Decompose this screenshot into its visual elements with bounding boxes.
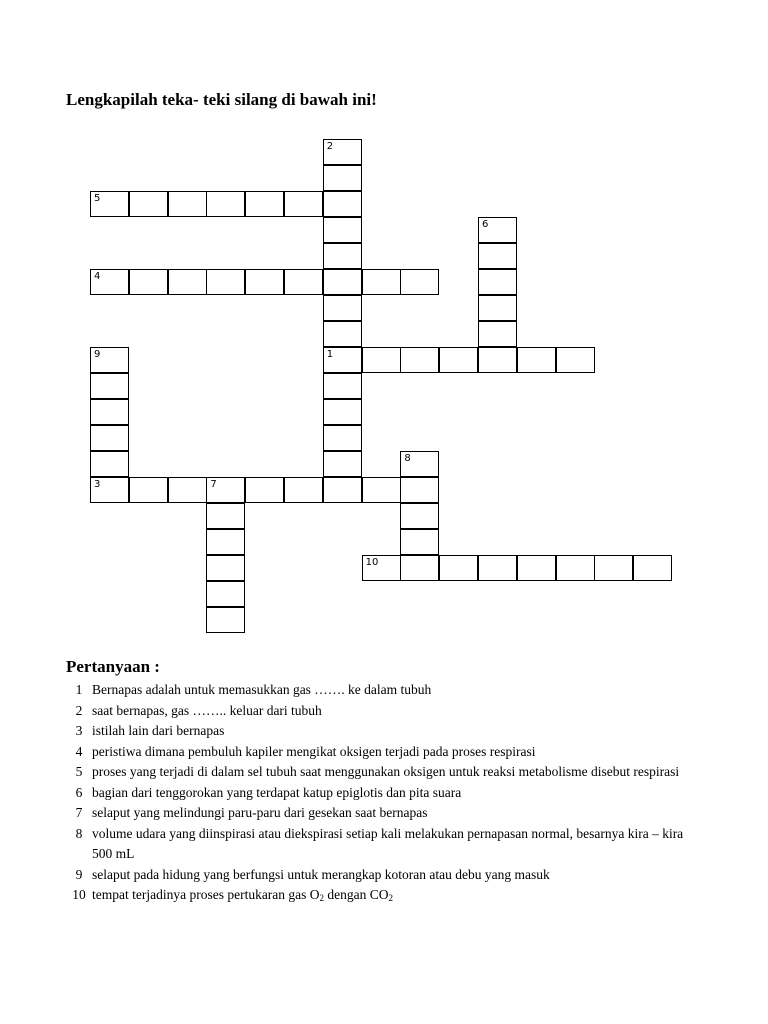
crossword-cell[interactable] xyxy=(323,347,362,373)
clue-text-part: dengan CO xyxy=(324,887,389,902)
crossword-cell[interactable] xyxy=(400,347,439,373)
crossword-cell[interactable] xyxy=(556,555,595,581)
clue-item xyxy=(66,701,706,722)
clue-text-part: tempat terjadinya proses pertukaran gas O xyxy=(92,887,320,902)
crossword-cell[interactable] xyxy=(90,191,129,217)
crossword-cell[interactable] xyxy=(323,373,362,399)
crossword-cell[interactable] xyxy=(206,581,245,607)
crossword-cell[interactable] xyxy=(478,243,517,269)
page-title: Lengkapilah teka- teki silang di bawah ini! xyxy=(66,90,377,109)
clue-number: 2 xyxy=(75,702,83,718)
crossword-cell[interactable] xyxy=(323,321,362,347)
crossword-cell[interactable] xyxy=(90,269,129,295)
crossword-cell[interactable] xyxy=(206,555,245,581)
crossword-cell[interactable] xyxy=(284,477,323,503)
crossword-cell[interactable] xyxy=(362,347,401,373)
crossword-cell[interactable] xyxy=(400,503,439,529)
clue-text xyxy=(92,885,706,909)
clue-number: 8 xyxy=(75,825,83,841)
clue-number: 7 xyxy=(75,805,83,820)
crossword-cell[interactable] xyxy=(323,477,362,503)
crossword-cell[interactable] xyxy=(478,555,517,581)
crossword-cell[interactable] xyxy=(362,269,401,295)
cell-number: 7 xyxy=(210,479,217,490)
crossword-cell[interactable] xyxy=(323,425,362,451)
crossword-cell[interactable] xyxy=(439,347,478,373)
crossword-cell[interactable] xyxy=(362,477,401,503)
crossword-cell[interactable] xyxy=(90,425,129,451)
crossword-cell[interactable] xyxy=(323,217,362,243)
crossword-cell[interactable] xyxy=(323,451,362,477)
clue-text: selaput pada hidung yang berfungsi untuk merangkap kotoran atau debu yang masuk xyxy=(92,866,550,882)
crossword-cell[interactable] xyxy=(245,477,284,503)
crossword-cell[interactable] xyxy=(206,529,245,555)
crossword-cell[interactable] xyxy=(323,191,362,217)
crossword-cell[interactable] xyxy=(90,477,129,503)
clue-text: peristiwa dimana pembuluh kapiler mengikat oksigen terjadi pada proses respirasi xyxy=(92,743,536,759)
crossword-cell[interactable] xyxy=(323,269,362,295)
cell-number: 8 xyxy=(404,453,411,464)
clue-text: bagian dari tenggorokan yang terdapat katup epiglotis dan pita suara xyxy=(92,784,462,800)
cell-number: 1 xyxy=(326,349,334,360)
clue-number: 1 xyxy=(75,682,83,697)
crossword-cell[interactable] xyxy=(90,347,129,373)
crossword-cell[interactable] xyxy=(556,347,595,373)
cell-number: 6 xyxy=(482,219,489,230)
crossword-cell[interactable] xyxy=(168,477,207,503)
clue-number: 4 xyxy=(75,743,83,759)
crossword-cell[interactable] xyxy=(594,555,633,581)
clue-text: selaput yang melindungi paru-paru dari gesekan saat bernapas xyxy=(92,805,428,820)
crossword-cell[interactable] xyxy=(206,191,245,217)
crossword-cell[interactable] xyxy=(439,555,478,581)
crossword-cell[interactable] xyxy=(400,451,439,477)
crossword-cell[interactable] xyxy=(323,139,362,165)
crossword-cell[interactable] xyxy=(400,555,439,581)
crossword-cell[interactable] xyxy=(400,529,439,555)
clue-item xyxy=(66,865,706,886)
crossword-cell[interactable] xyxy=(517,555,556,581)
crossword-cell[interactable] xyxy=(284,191,323,217)
cell-number: 4 xyxy=(94,271,101,282)
crossword-cell[interactable] xyxy=(206,477,245,503)
cell-number: 10 xyxy=(365,557,379,568)
crossword-cell[interactable] xyxy=(478,321,517,347)
crossword-cell[interactable] xyxy=(129,477,168,503)
crossword-cell[interactable] xyxy=(478,269,517,295)
crossword-cell[interactable] xyxy=(129,269,168,295)
crossword-cell[interactable] xyxy=(168,191,207,217)
clue-text: istilah lain dari bernapas xyxy=(92,723,225,738)
clue-item xyxy=(66,803,706,824)
clue-item xyxy=(66,680,706,701)
clue-number: 9 xyxy=(75,866,83,882)
cell-number: 3 xyxy=(94,479,101,490)
crossword-cell[interactable] xyxy=(400,477,439,503)
cell-number: 5 xyxy=(94,193,101,204)
clue-item xyxy=(66,721,706,742)
clue-item xyxy=(66,762,706,783)
crossword-cell[interactable] xyxy=(90,399,129,425)
crossword-cell[interactable] xyxy=(90,451,129,477)
questions-heading: Pertanyaan : xyxy=(66,657,160,676)
crossword-cell[interactable] xyxy=(284,269,323,295)
clue-item xyxy=(66,742,706,763)
clue-number: 3 xyxy=(75,723,83,738)
clue-text: proses yang terjadi di dalam sel tubuh saat menggunakan oksigen untuk reaksi metabolisme disebut respirasi xyxy=(92,764,680,779)
crossword-cell[interactable] xyxy=(206,503,245,529)
crossword-cell[interactable] xyxy=(362,555,401,581)
crossword-cell[interactable] xyxy=(400,269,439,295)
crossword-cell[interactable] xyxy=(90,373,129,399)
clue-list xyxy=(66,680,706,909)
subscript: 2 xyxy=(319,893,325,903)
clue-number: 10 xyxy=(72,887,86,902)
crossword-cell[interactable] xyxy=(245,269,284,295)
clue-item xyxy=(66,824,706,865)
crossword-cell[interactable] xyxy=(517,347,556,373)
crossword-cell[interactable] xyxy=(323,295,362,321)
crossword-cell[interactable] xyxy=(633,555,672,581)
crossword-cell[interactable] xyxy=(168,269,207,295)
clue-text: volume udara yang diinspirasi atau diekspirasi setiap kali melakukan pernapasan normal, besarnya kira – kira 500 mL xyxy=(92,825,684,861)
crossword-cell[interactable] xyxy=(323,165,362,191)
clue-item xyxy=(66,783,706,804)
crossword-cell[interactable] xyxy=(478,347,517,373)
crossword-cell[interactable] xyxy=(206,269,245,295)
cell-number: 2 xyxy=(326,141,334,152)
clue-number: 6 xyxy=(75,784,83,800)
crossword-cell[interactable] xyxy=(245,191,284,217)
clue-item xyxy=(66,885,706,909)
subscript: 2 xyxy=(388,893,394,903)
crossword-cell[interactable] xyxy=(478,217,517,243)
crossword-cell[interactable] xyxy=(323,243,362,269)
crossword-cell[interactable] xyxy=(129,191,168,217)
clue-text: Bernapas adalah untuk memasukkan gas ……. ke dalam tubuh xyxy=(92,682,432,697)
clue-number: 5 xyxy=(75,764,83,779)
crossword-cell[interactable] xyxy=(323,399,362,425)
cell-number: 9 xyxy=(94,349,101,360)
clue-text: saat bernapas, gas …….. keluar dari tubuh xyxy=(92,702,322,718)
crossword-cell[interactable] xyxy=(206,607,245,633)
crossword-cell[interactable] xyxy=(478,295,517,321)
